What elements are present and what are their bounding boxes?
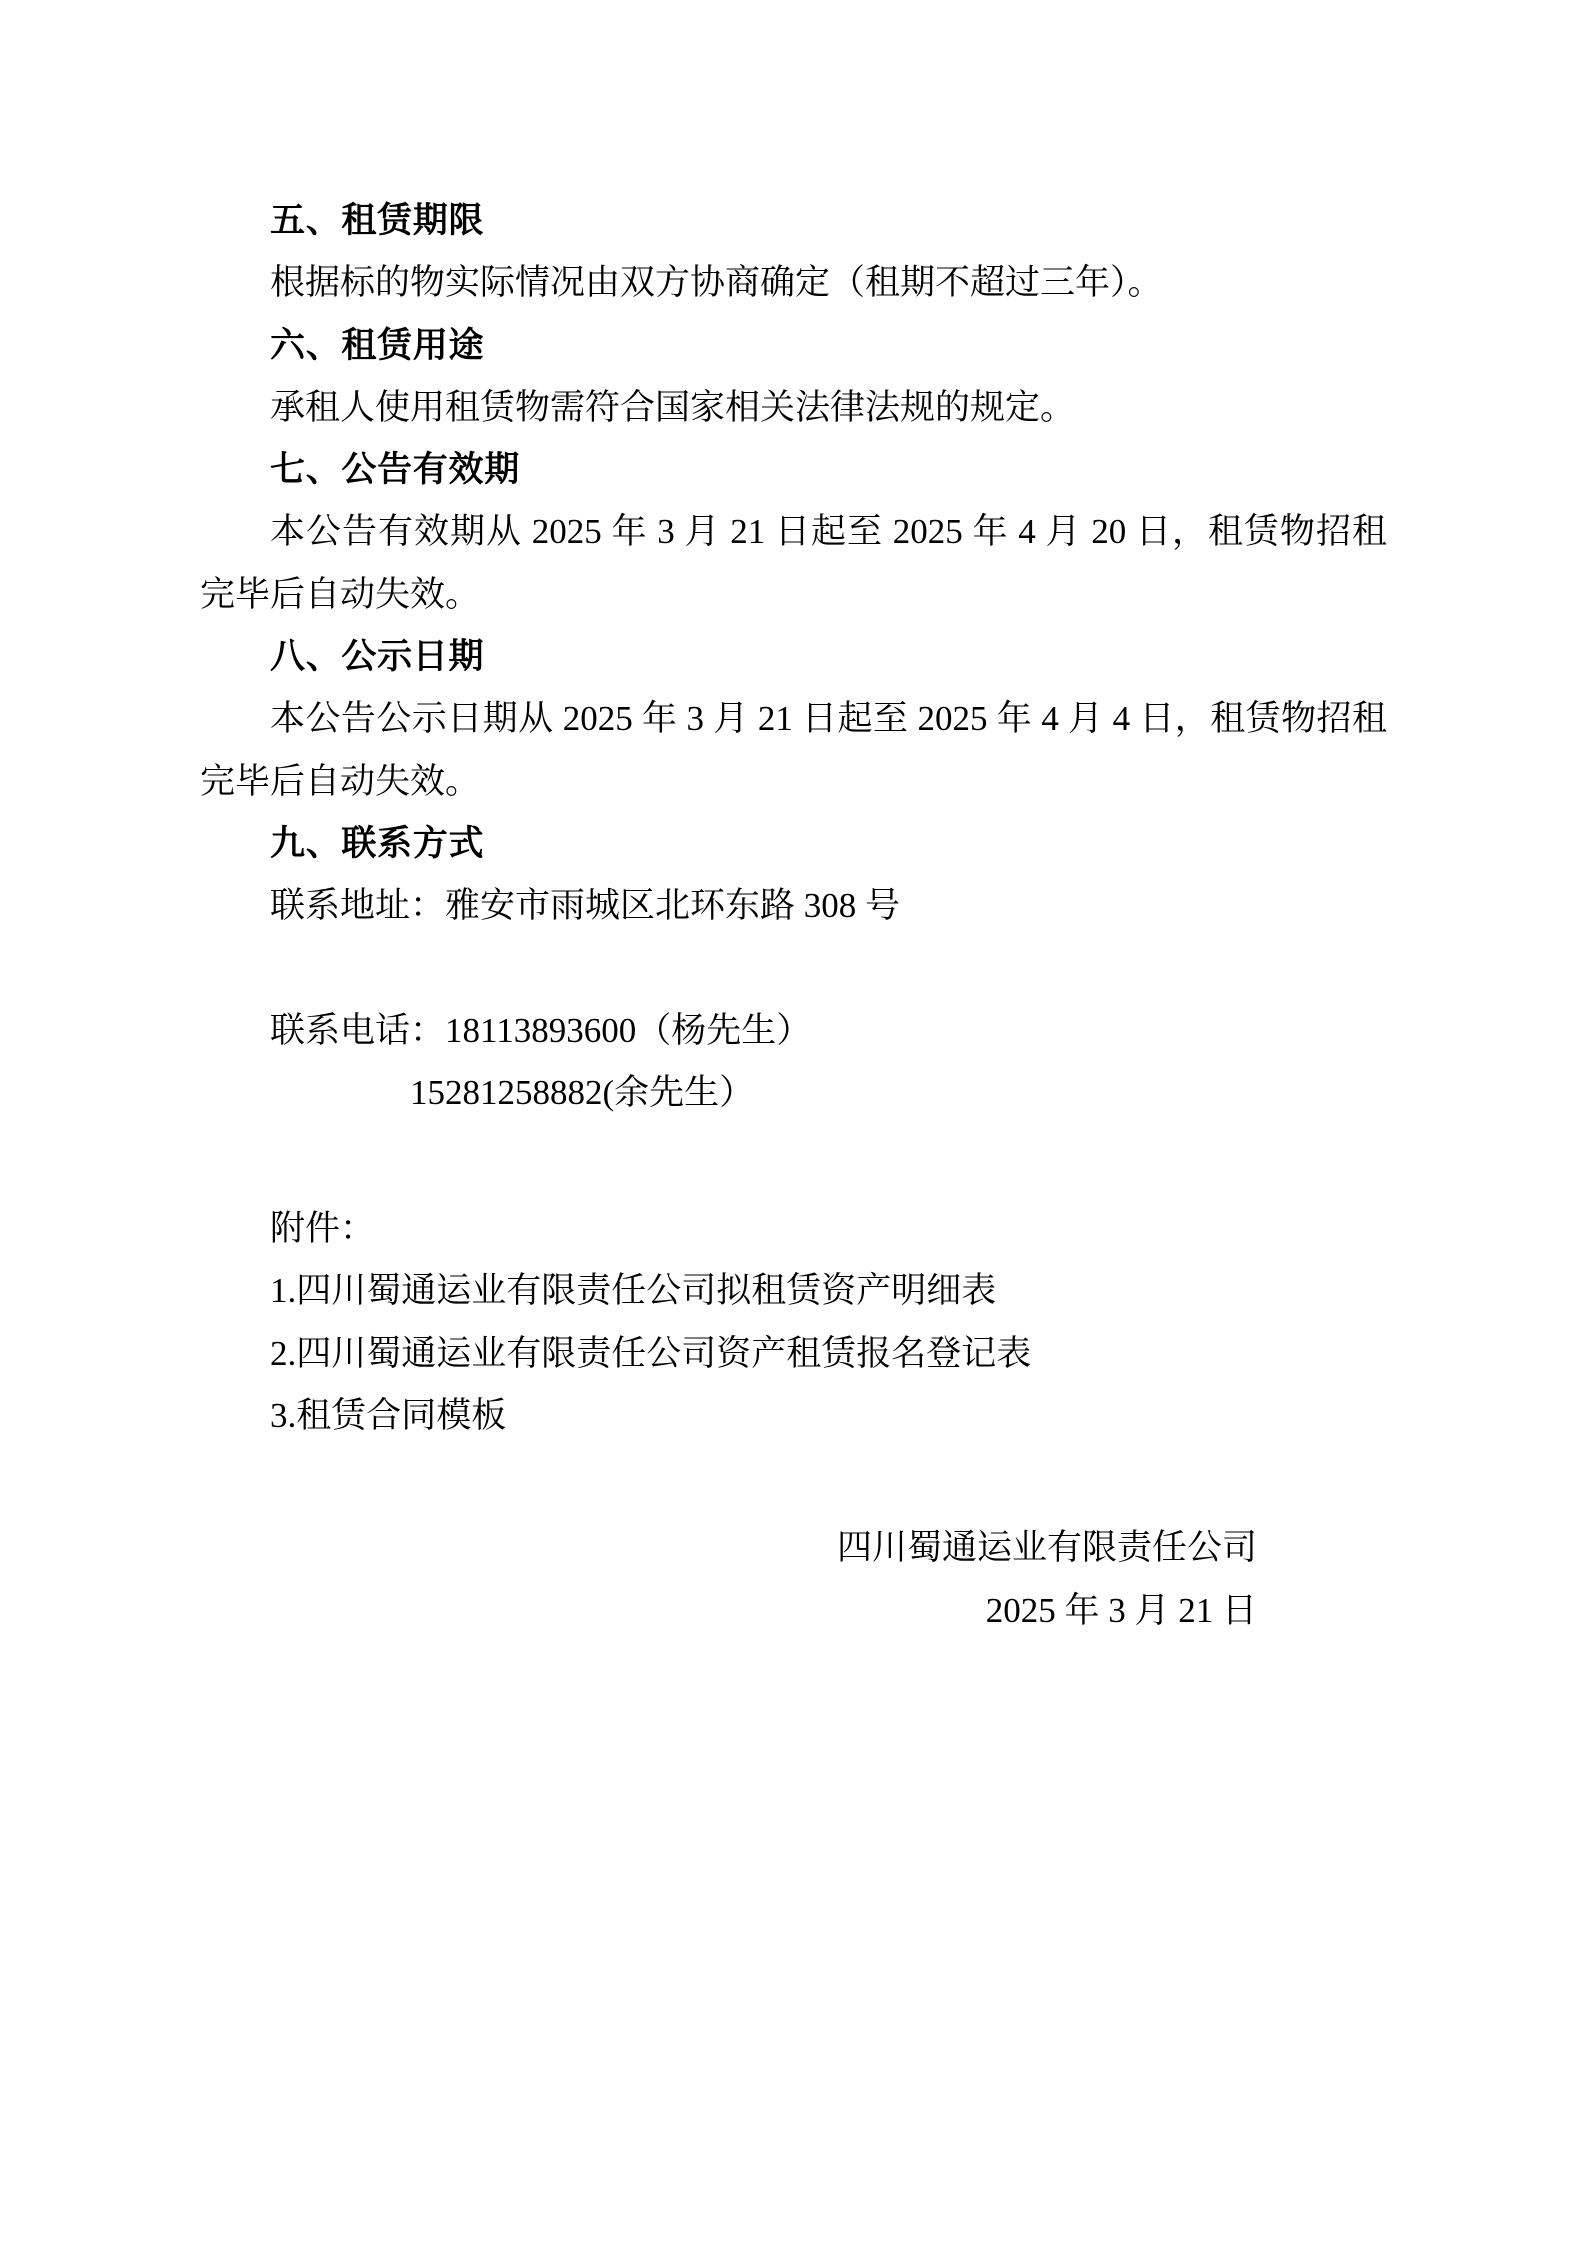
- spacer: [200, 938, 1387, 1000]
- section-heading-lease-term: 五、租赁期限: [270, 201, 485, 241]
- section-heading-validity-period: 七、公告有效期: [270, 450, 520, 491]
- section-paragraph-publicity-date: 本公告公示日期从 2025 年 3 月 21 日起至 2025 年 4 月 4 日，租赁物招租完毕后自动失效。: [200, 699, 1387, 801]
- document-body: [200, 190, 1387, 1642]
- spacer: [200, 1124, 1387, 1198]
- section-heading-contact: 九、联系方式: [270, 823, 485, 864]
- attachment-item: 3.租赁合同模板: [270, 1396, 507, 1436]
- section-heading-publicity-date: 八、公示日期: [270, 637, 485, 678]
- attachment-item: 2.四川蜀通运业有限责任公司资产租赁报名登记表: [270, 1333, 1032, 1373]
- attachments-block: [200, 1198, 1387, 1447]
- attachment-item: 1.四川蜀通运业有限责任公司拟租赁资产明细表: [270, 1271, 997, 1311]
- section-heading-lease-use: 六、租赁用途: [270, 325, 485, 366]
- contact-phone-secondary: 15281258882(余先生）: [410, 1072, 755, 1112]
- section-paragraph-validity-period: 本公告有效期从 2025 年 3 月 21 日起至 2025 年 4 月 20 日，租赁物招租完毕后自动失效。: [200, 512, 1387, 614]
- attachments-label: 附件：: [270, 1209, 376, 1249]
- signature-company: 四川蜀通运业有限责任公司: [836, 1528, 1257, 1568]
- section-paragraph-lease-use: 承租人使用租赁物需符合国家相关法律法规的规定。: [270, 387, 1076, 427]
- section-paragraph-lease-term: 根据标的物实际情况由双方协商确定（租期不超过三年）。: [270, 263, 1163, 303]
- contact-address: 联系地址：雅安市雨城区北环东路 308 号: [270, 886, 901, 926]
- signature-block: [200, 1517, 1387, 1642]
- signature-date: 2025 年 3 月 21 日: [985, 1590, 1257, 1630]
- contact-phone-primary: 联系电话：18113893600（杨先生）: [270, 1010, 812, 1050]
